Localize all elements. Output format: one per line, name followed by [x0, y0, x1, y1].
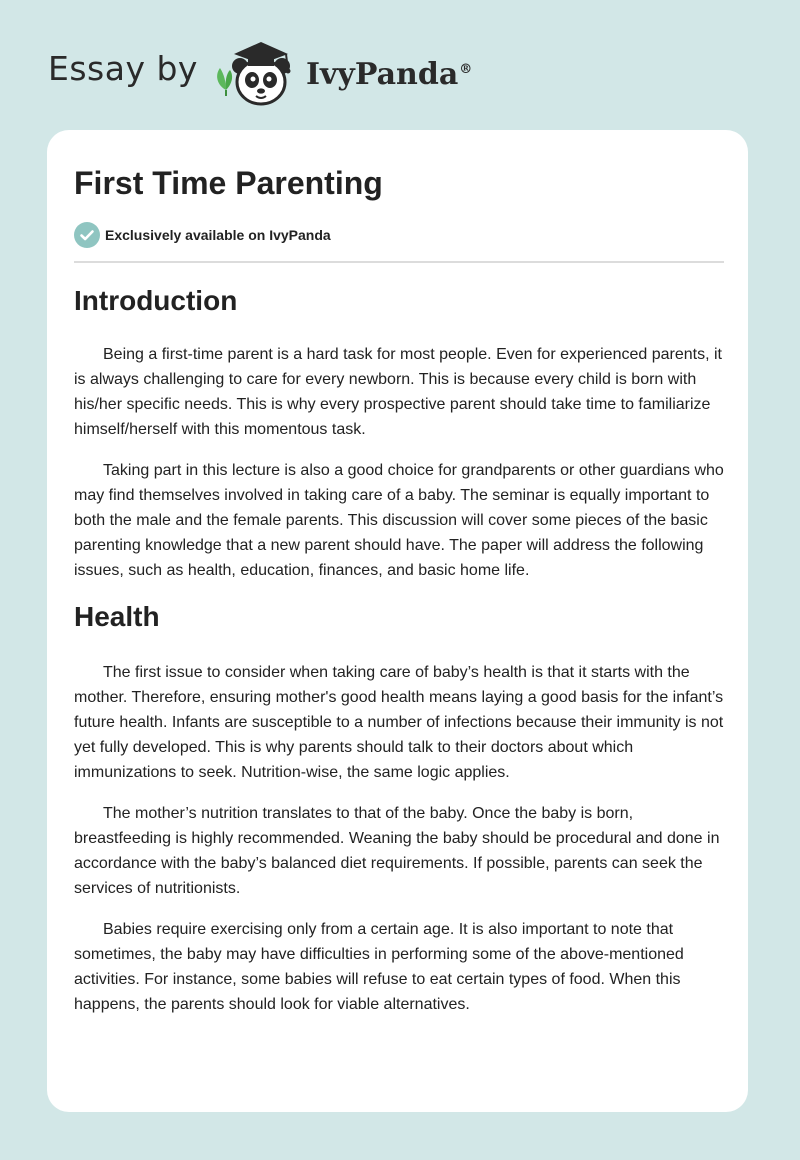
paragraph: Babies require exercising only from a certain age. It is also important to note that sometimes, the baby may have difficulties in performing some of the above-mentioned activities. For instance, some babies will refuse to eat certain types of food. When this happens, the parents should look for viable alternatives. [74, 921, 684, 1013]
paragraph: The mother’s nutrition translates to that of the baby. Once the baby is born, breastfeeding is highly recommended. Weaning the baby should be procedural and done in accordance with the baby’s balanced diet requirements. If possible, parents can seek the services of nutritionists. [74, 805, 720, 897]
exclusive-badge [74, 222, 331, 248]
divider [74, 261, 724, 263]
section-heading: Introduction [74, 285, 238, 316]
brand-name: IvyPanda® [305, 56, 473, 92]
article-card [47, 130, 748, 1112]
page-title: First Time Parenting [74, 165, 383, 201]
section-health [74, 597, 724, 1017]
panda-graduate-logo-icon [212, 34, 304, 110]
site-header [48, 34, 472, 110]
check-circle-icon [74, 222, 100, 248]
section-heading: Health [74, 601, 160, 632]
paragraph: Being a first-time parent is a hard task for most people. Even for experienced parents, it is always challenging to care for every newborn. This is because every child is born with his/her specific needs. This is why every prospective parent should take time to familiarize himself/herself with this momentous task. [74, 346, 722, 438]
section-introduction [74, 281, 724, 583]
brand-prefix: Essay by [48, 48, 198, 88]
article-body [74, 281, 724, 1017]
badge-label: Exclusively available on IvyPanda [105, 227, 331, 243]
registered-mark: ® [459, 61, 473, 77]
paragraph: The first issue to consider when taking care of baby’s health is that it starts with the mother. Therefore, ensuring mother's good health means laying a good basis for the infant’s future health. Infants are susceptible to a number of infections because their immunity is not yet fully developed. This is why parents should talk to their doctors about which immunizations to seek. Nutrition-wise, the same logic applies. [74, 664, 724, 781]
paragraph: Taking part in this lecture is also a good choice for grandparents or other guardians who may find themselves involved in taking care of a baby. The seminar is equally important to both the male and the female parents. This discussion will cover some pieces of the basic parenting knowledge that a new parent should have. The paper will address the following issues, such as health, education, finances, and basic home life. [74, 462, 724, 579]
